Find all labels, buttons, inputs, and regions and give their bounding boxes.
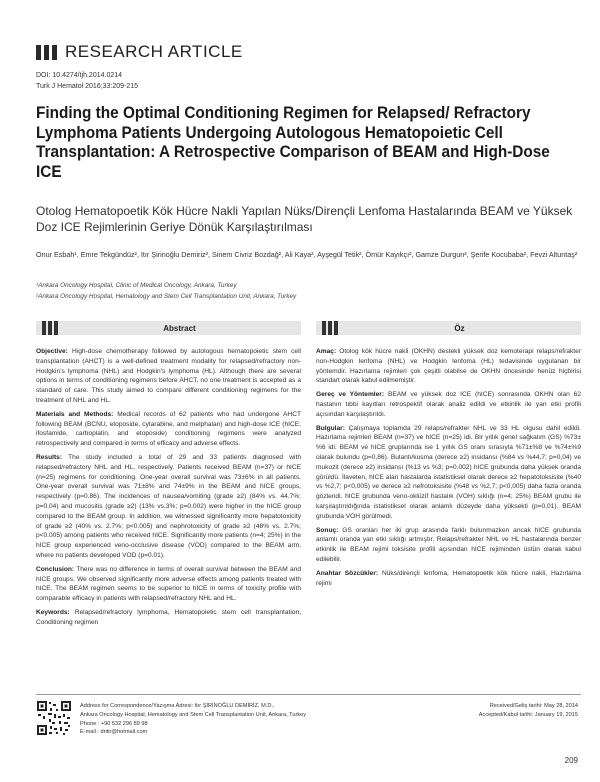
abstract-bars-icon xyxy=(42,321,58,335)
doi: DOI: 10.4274/tjh.2014.0214 xyxy=(36,72,123,79)
article-dates xyxy=(479,702,578,720)
oz-amac: Amaç: Otolog kök hücre nakli (OKHN) destekli yüksek doz kemoterapi relaps/refrakter non-Hodgkin lenfoma (NHL) ve Hodgkin lenfoma (HL) tedavisinde uygulanan bir yöntemdir. Hazırlama rejimleri çok çeşitli olabilse de OKHN öncesinde henüz hiçbirisi standart olarak kabul edilmemiştir. xyxy=(316,348,581,385)
abstract-heading: Abstract xyxy=(163,323,196,333)
oz-heading-bar xyxy=(316,321,581,335)
oz-bars-icon xyxy=(322,321,338,335)
affiliation-2: ²Ankara Oncology Hospital, Hematology and Stem Cell Transplantation Unit, Ankara, Turkey xyxy=(36,293,297,300)
received-date: Received/Geliş tarihi: May 28, 2014 xyxy=(489,703,578,709)
abstract-column xyxy=(36,347,301,632)
abstract-keywords: Keywords: Relapsed/refractory lymphoma, Hematopoietic stem cell transplantation, Conditioning regimen xyxy=(36,608,301,626)
accepted-date: Accepted/Kabul tarihi: January 19, 2015 xyxy=(478,711,578,718)
section-label: RESEARCH ARTICLE xyxy=(65,42,243,61)
article-meta xyxy=(36,70,138,92)
abstract-methods: Materials and Methods: Medical records of 62 patients who had undergone AHCT following BEAM (BCNU, etoposide, cytarabine, and melphalan) and high-dose ICE (hICE; ifosfamide, carboplatin, and etoposide) conditioning regimens were analyzed retrospectively and compared in terms of efficacy and adverse effects. xyxy=(36,410,301,448)
author-list: Onur Esbah¹, Emre Tekgündüz², Itır Şirinoğlu Demiriz², Sinem Civriz Bozdağ², Ali Kaya², Ayşegül Tetik², Ömür Kayıkçı², Gamze Durgun², Şerife Kocubaba², Fevzi Altuntaş² xyxy=(36,250,578,259)
affiliations xyxy=(36,280,581,302)
oz-sonuc: Sonuç: GS oranları her iki grup arasında farklı bulunmazken ancak hICE grubunda anlamlı oranda yan etki sıklığı artmıştır. Relaps/refrakter NHL ve HL hastalarında benzer etkinlik ile BEAM rejimi toksisite profili açısından hICE rejiminden üstün olarak kabul edilebilir. xyxy=(316,526,581,563)
address-line-1: Address for Correspondence/Yazışma Adresi: Itır ŞİRİNOĞLU DEMİRİZ, M.D., xyxy=(80,703,275,709)
address-line-2: Ankara Oncology Hospital, Hematology and Stem Cell Transplantation Unit, Ankara, Turkey xyxy=(80,711,307,718)
abstract-objective: Objective: High-dose chemotherapy followed by autologous hematopoietic stem cell transplantation (AHCT) is a well-defined treatment modality for relapsed/refractory non-Hodgkin's lymphoma (NHL) and Hodgkin's lymphoma (HL). Although there are several options in terms of conditioning regimens before AHCT, no one treatment is accepted as a standard of care. This study aimed to compare different conditioning regimens for the treatment of NHL and HL. xyxy=(36,348,301,404)
qr-code-icon xyxy=(36,700,72,736)
email: E-mail : dritir@hotmail.com xyxy=(80,729,148,736)
oz-column xyxy=(316,347,581,592)
abstract-heading-bar xyxy=(36,321,301,335)
abstract-conclusion: Conclusion: There was no difference in terms of overall survival between the BEAM and hICE groups. We observed significantly more adverse effects among patients treated with hICE. The BEAM regimen seems to be superior to hICE in terms of toxicity profile with comparable efficacy in patients with relapsed/refractory NHL and HL. xyxy=(36,565,301,603)
article-title: Finding the Optimal Conditioning Regimen for Relapsed/ Refractory Lymphoma Patients Undergoing Autologous Hematopoietic Cell Transplantation: A Retrospective Comparison of BEAM and High-Dose ICE xyxy=(36,104,550,181)
oz-yontem: Gereç ve Yöntemler: BEAM ve yüksek doz ICE (hICE) sonrasında OKHN olan 62 hastanın tıbbi kayıtları retrospektif olarak analiz edildi ve etkinlik ile yan etki profili açısından karşılaştırıldı. xyxy=(316,391,582,418)
header-bars-icon xyxy=(36,45,57,60)
article-subtitle: Otolog Hematopoetik Kök Hücre Nakli Yapılan Nüks/Dirençli Lenfoma Hastalarında BEAM ve Yüksek Doz ICE Rejimlerinin Geriye Dönük Karşılaştırılması xyxy=(36,204,573,234)
oz-anahtar: Anahtar Sözcükler: Nüks/dirençli lenfoma, Hematopoetik kök hücre nakli, Hazırlama rejimi xyxy=(316,569,582,587)
footer-divider xyxy=(36,694,581,695)
oz-bulgular: Bulgular: Çalışmaya toplamda 29 relaps/refrakter NHL ve 33 HL olgusu dahil edildi. Hazırlama rejimleri BEAM (n=37) ve hICE (n=25) idi. Bir yıllık genel sağkalım (GS) %73±%6 idi. BEAM ve hICE gruplarında ise 1 yıllık GS oranı sırasıyla %71±%8 ve %74±%9 olarak bulundu (p=0,86). Bulantı/kusma (derece ≥2) insidansı (%84 vs %44,7; p=0,04) ve mukozit (derece ≥2) insidansı (%13 vs %3; p=0,002) hICE grubunda daha yüksek oranda görüldü. İlaveten, hICE alan hastalarda istatistiksel olarak derece ≥2 hepatotoksisite (%40 vs %2,7; p<0,005) ve derece ≥2 nefrotoksisite (%48 vs %2,7; p<0,005) daha fazla oranda gözlendi. hICE grubunda veno-oklüzif hastalık (VOH) sıklığı (n=4; 25%) BEAM grubu ile karşılaştırıldığında istatistiksel olarak anlamlı düzeyde daha yüksekti (p=0,01). BEAM grubunda VOH görülmedi. xyxy=(316,424,581,520)
correspondence-address xyxy=(80,702,306,737)
journal-citation: Turk J Hematol 2016;33:209-215 xyxy=(36,83,139,90)
page-number: 209 xyxy=(564,756,578,765)
abstract-results: Results: The study included a total of 29 and 33 patients diagnosed with relapsed/refractory NHL and HL, respectively. Patients received BEAM (n=37) or hICE (n=25) regimens for conditioning. One-year overall survival was 73±6% in all patients. One-year overall survival was 71±8% and 74±9% in the BEAM and hICE groups, respectively (p=0.86). The incidences of nausea/vomiting (grade ≥2) (84% vs. 44.7%; p=0.04) and mucositis (grade ≥2) (13% vs.3%; p=0.002) were higher in the hICE group compared to the BEAM group. In addition, we witnessed significantly more hepatotoxicity of grade ≥2 (40% vs. 2.7%; p<0.005) and nephrotoxicity of grade ≥2 (48% vs. 2.7%; p<0.005) among patients who received hICE. Significantly more patients (n=4; 25%) in the hICE group experienced veno-occlusive disease (VOD) compared to the BEAM arm, where no patients developed VOD (p=0.01). xyxy=(36,453,301,559)
oz-heading: Öz xyxy=(454,323,465,333)
affiliation-1: ¹Ankara Oncology Hospital, Clinic of Medical Oncology, Ankara, Turkey xyxy=(36,282,237,289)
phone: Phone : +90 532 296 89 98 xyxy=(80,720,148,727)
